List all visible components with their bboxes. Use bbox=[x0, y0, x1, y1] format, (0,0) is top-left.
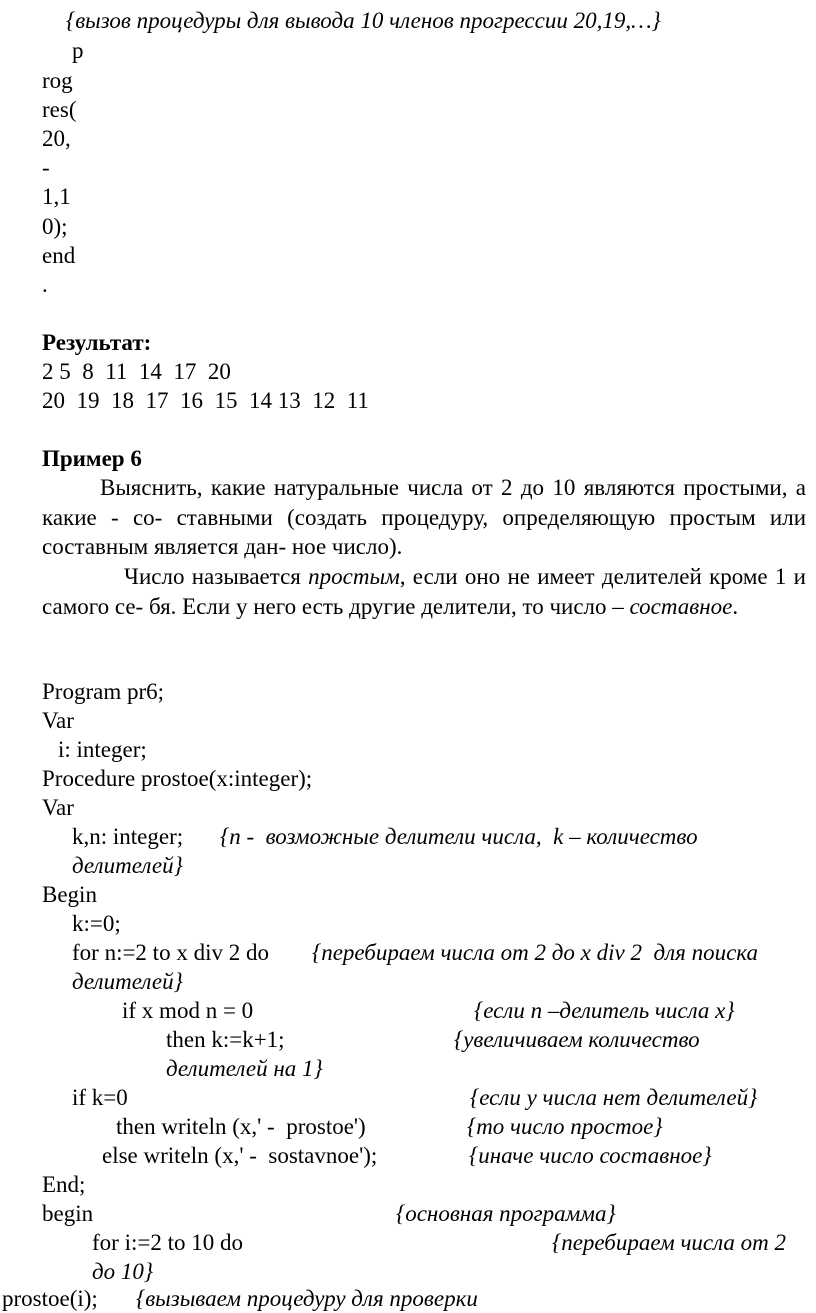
definition-text-c: . bbox=[732, 593, 739, 619]
code-fragment: - bbox=[42, 155, 50, 180]
code-line: if x mod n = 0 bbox=[122, 998, 254, 1023]
code-line: Begin bbox=[42, 882, 97, 907]
code-fragment: 0); bbox=[42, 214, 68, 239]
code-comment: {основная программа} bbox=[396, 1201, 616, 1226]
code-line: if k=0 bbox=[72, 1085, 128, 1110]
result-line: 2 5 8 11 14 17 20 bbox=[42, 359, 231, 384]
code-fragment: 1,1 bbox=[42, 184, 71, 209]
code-line: then k:=k+1; bbox=[166, 1027, 285, 1052]
task-paragraph bbox=[42, 473, 806, 562]
code-fragment: rog bbox=[42, 68, 73, 93]
code-comment: {перебираем числа от 2 до x div 2 для поиска bbox=[312, 940, 758, 965]
code-line: Var bbox=[42, 795, 74, 820]
code-comment: {то число простое} bbox=[467, 1114, 663, 1139]
code-fragment: res( bbox=[42, 97, 77, 122]
code-comment: {иначе число составное} bbox=[469, 1143, 712, 1168]
code-comment: делителей} bbox=[72, 969, 183, 994]
code-line: begin bbox=[42, 1201, 94, 1226]
code-line: End; bbox=[42, 1172, 86, 1197]
code-fragment: . bbox=[42, 272, 48, 297]
code-line: i: integer; bbox=[58, 737, 147, 762]
code-comment: {перебираем числа от 2 bbox=[552, 1230, 787, 1255]
code-comment: делителей} bbox=[72, 853, 183, 878]
code-line: for n:=2 to x div 2 do bbox=[72, 940, 269, 965]
code-line: for i:=2 to 10 do bbox=[92, 1230, 243, 1255]
code-comment: {если n –делитель числа x} bbox=[474, 998, 735, 1023]
definition-text bbox=[42, 562, 806, 621]
result-heading: Результат: bbox=[42, 330, 152, 355]
code-comment: {увеличиваем количество bbox=[454, 1027, 700, 1052]
result-line: 20 19 18 17 16 15 14 13 12 11 bbox=[42, 388, 369, 413]
code-comment: {вызываем процедуру для проверки bbox=[136, 1286, 478, 1311]
definition-text-b: , если оно не имеет делителей кроме 1 и самого се- бя. Если у него есть другие делители, то число – bbox=[42, 564, 806, 619]
code-fragment: end bbox=[42, 243, 76, 268]
code-line: then writeln (x,' - prostoe') bbox=[116, 1114, 366, 1139]
code-comment: {n - возможные делители числа, k – количество bbox=[220, 824, 698, 849]
term-composite: составное bbox=[629, 593, 733, 619]
code-fragment: 20, bbox=[42, 126, 71, 151]
code-comment: до 10} bbox=[92, 1259, 154, 1284]
code-line: k:=0; bbox=[72, 911, 121, 936]
code-line: prostoe(i); bbox=[2, 1286, 98, 1311]
code-line: k,n: integer; bbox=[72, 824, 184, 849]
code-comment: делителей на 1} bbox=[166, 1056, 323, 1081]
definition-paragraph bbox=[42, 562, 806, 621]
code-line: Procedure prostoe(x:integer); bbox=[42, 766, 313, 791]
task-text: Выяснить, какие натуральные числа от 2 до 10 являются простыми, а какие - со- ставными (создать процедуру, определяющую простым или составным является дан- ное число). bbox=[42, 475, 806, 559]
term-prime: простым bbox=[308, 564, 400, 589]
code-line: else writeln (x,' - sostavnoe'); bbox=[102, 1143, 378, 1168]
code-fragment: p bbox=[72, 38, 84, 63]
definition-text-a: Число называется bbox=[124, 564, 309, 589]
code-comment: {если у числа нет делителей} bbox=[470, 1085, 758, 1110]
code-line: Var bbox=[42, 708, 74, 733]
code-line: Program pr6; bbox=[42, 679, 165, 704]
example-heading: Пример 6 bbox=[42, 446, 142, 471]
top-comment: {вызов процедуры для вывода 10 членов прогрессии 20,19,…} bbox=[66, 8, 661, 33]
